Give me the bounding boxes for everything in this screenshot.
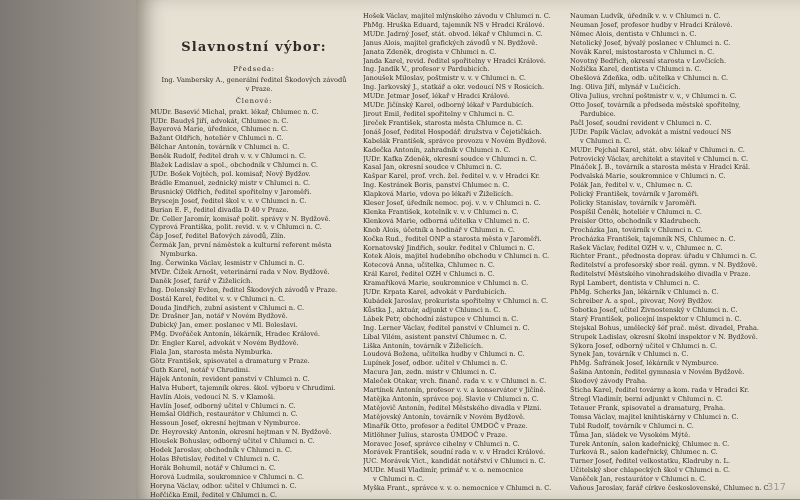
member-entry: Dr. Engler Karel, advokát v Novém Bydžově. xyxy=(150,339,299,348)
committee-title: Slavnostní výbor: xyxy=(181,40,327,55)
member-entry: Janda Karel, revid. ředitel spořitelny v Hradci Králové. xyxy=(363,56,546,65)
member-entry: Hemšal Oldřich, restaurátor v Chlumci n. C. xyxy=(150,410,298,419)
member-entry: Kočka Rud., ředitel ONP a starosta města v Jaroměři. xyxy=(363,234,542,243)
member-entry: Dr. Celler Jaromír, komisař polit. správy v N. Bydžově. xyxy=(150,214,331,223)
member-entry: Kabelák František, správce provozu v Novém Bydžově. xyxy=(363,136,547,145)
member-entry: Ing. Čerwinka Václav, lesmistr v Chlumci n. C. xyxy=(150,259,305,268)
member-entry: MUDr. Jičínský Karel, odborný lékař v Pardubicích. xyxy=(363,101,534,110)
member-entry: Turek Antonín, salon kadeřnický, Chlumec n. C. xyxy=(570,439,730,448)
member-entry: Petrovický Václav, architekt a stavitel v Chlumci n. C. xyxy=(570,154,749,163)
member-entry: Bayerová Marie, úřednice, Chlumec n. C. xyxy=(150,125,288,134)
member-entry: Novák Karel, místostarosta v Chlumci n. C. xyxy=(570,47,715,56)
member-entry: Kubádek Jaroslav, prokurista spořitelny v Chlumci n. C. xyxy=(363,297,549,305)
members-list-1 xyxy=(150,108,358,500)
member-entry: Ředitelství Městského vinohradského divadla v Praze. xyxy=(570,270,751,279)
member-entry: v Chlumci n. C. xyxy=(580,136,631,145)
member-entry: JUDr. Bošek Vojtěch, pol. komisař, Nový Bydžov. xyxy=(150,169,311,178)
member-entry: Pospíšil Čeněk, hoteliér v Chlumci n. C. xyxy=(570,207,702,216)
member-entry: Matějka Antonín, správce poj. Slavie v Chlumci n. C. xyxy=(363,394,539,403)
member-entry: Němec Alois, dentista v Chlumci n. C. xyxy=(570,29,697,38)
member-entry: Matějovský Antonín, továrník v Novém Bydžově. xyxy=(363,412,525,421)
member-entry: Holas Břetislav, ředitel v Chlumci n. C. xyxy=(150,454,280,463)
member-entry: PMg. Dvořáček Antonín, lékárník, Hradec Králové. xyxy=(150,330,320,339)
member-entry: Rypl Lambert, dentista v Chlumci n. C. xyxy=(570,279,700,288)
member-entry: PhMg. Hruška Eduard, tajemník NS v Hradci Králové. xyxy=(363,20,545,29)
member-entry: MUDr. Jetmar Josef, lékař v Hradci Králové. xyxy=(363,92,510,101)
member-entry: Kašpar Karel, prof. vrch. žel. ředitel v. v. v Hradci Kr. xyxy=(363,172,540,181)
member-entry: JUDr. Papík Václav, advokát a místní vedoucí NS xyxy=(570,127,732,136)
member-entry: Guth Karel, notář v Chrudimi. xyxy=(150,365,251,374)
member-entry: Mitlöhner Julius, starosta ÚMDOČ v Praze. xyxy=(363,430,508,439)
members-heading: Členové: xyxy=(235,96,273,105)
member-entry: JUDr. Baudyš Jiří, advokát, Chlumec n. C. xyxy=(150,116,289,125)
member-entry: Hloušek Bohuslav, odborný učitel v Chlumci n. C. xyxy=(150,437,315,446)
member-entry: Knob Alois, účetník a hodinář v Chlumci n. C. xyxy=(363,225,515,234)
member-entry: Procházka František, tajemník NS, Chlumec n. C. xyxy=(570,234,736,243)
member-entry: Polák Jan, ředitel v. v., Chlumec n. C. xyxy=(570,181,693,190)
member-entry: MUDr. Pejchal Karel, stát. obv. lékař v Chlumci n. C. xyxy=(570,145,745,154)
member-entry: Hořčička Emil, ředitel v Chlumci n. C. xyxy=(150,490,277,499)
member-entry: Lábek Petr, obchodní zástupce v Chlumci n. C. xyxy=(363,314,519,323)
member-entry: Neuman Josef, profesor hudby v Hradci Králové. xyxy=(570,20,733,29)
member-entry: Maleček Otakar, vrch. finanč. rada v. v. v Chlumci n. C. xyxy=(363,377,547,386)
member-entry: Ing. Dolenský Evžen, ředitel Škodových závodů v Praze. xyxy=(150,285,338,294)
member-entry: Matějovič Antonín, ředitel Městského divadla v Plzni. xyxy=(363,403,542,412)
member-entry: Horová Ludmila, soukromnice v Chlumci n. C. xyxy=(150,472,305,481)
member-entry: Klenková Marie, odborná učitelka v Chlumci n. C. xyxy=(363,216,530,225)
member-entry: Martínek Antonín, profesor v. v. a konservátor v Jičíně. xyxy=(363,386,546,395)
member-entry: Polický František, továrník v Jaroměři. xyxy=(570,190,699,199)
member-entry: Hessoun Josef, okresní hejtman v Nymburce. xyxy=(150,419,301,428)
member-entry: Bryscejn Josef, ředitel škol v. v. v Chlumci n. C. xyxy=(150,196,307,205)
member-entry: Janata Zdeněk, drogista v Chlumci n. C. xyxy=(363,47,497,56)
member-entry: Dostál Karel, ředitel v. v. v Chlumci n. C. xyxy=(150,294,286,303)
member-entry: Cyprová Františka, polit. revid. v. v. v Chlumci n. C. xyxy=(150,223,322,232)
chairman-heading: Předseda: xyxy=(233,65,275,73)
member-entry: Halva Hubert, tajemník okres. škol. výboru v Chrudimi. xyxy=(150,383,336,392)
member-entry: Plnáček J. B., továrník a starosta města v Hradci Král. xyxy=(570,163,751,172)
member-entry: MVDr. Čížek Arnošt, veterinární rada v Nov. Bydžově. xyxy=(150,267,330,276)
member-entry: Sobotka Josef, učitel Živnostenský v Chlumci n. C. xyxy=(570,305,738,314)
member-entry: Kotecová Anna, učitelka, Chlumec n. C. xyxy=(363,261,495,270)
member-entry: Myška Frant., správce v. v. o. nemocnice v Chlumci n. C. xyxy=(363,484,552,493)
member-entry: Jireček František, starosta města Chlumce n. C. xyxy=(363,118,523,127)
member-entry: Otto Josef, továrník a předseda městské spořitelny, xyxy=(570,101,741,110)
member-entry: Tůma Jan, sládek ve Vysokém Mýtě. xyxy=(570,430,691,439)
member-entry: Ředitelství a profesorský sbor reál. gymn. v N. Bydžově. xyxy=(570,261,758,270)
member-entry: Kasal Jan, okresní soudce v Chlumci n. C. xyxy=(363,163,502,172)
member-entry: Brádle Emanuel, zednický mistr v Chlumci n. C. xyxy=(150,178,311,187)
member-entry: Kotek Alois, majitel hudebního obchodu v Chlumci n. C. xyxy=(363,252,550,261)
member-entry: Starý František, policejní inspektor v Chlumci n. C. xyxy=(570,314,742,323)
member-entry: Fiala Jan, starosta města Nymburka. xyxy=(150,348,273,357)
member-entry: Bažant Oldřich, hoteliér v Chlumci n. C. xyxy=(150,134,284,143)
member-entry: Douda Jindřich, zubní asistent v Chlumci n. C. xyxy=(150,303,305,312)
member-entry: Šticha Karel, ředitel továrny a kom. rada v Hradci Kr. xyxy=(570,386,750,395)
member-entry: Král Karel, ředitel OZH v Chlumci n. C. xyxy=(363,270,495,279)
member-entry: Dr. Drašner Jan, notář v Novém Bydžově. xyxy=(150,312,288,321)
members-list-2 xyxy=(363,12,570,493)
member-entry: Klapková Marie, vdova po lékaři v Žiželicích. xyxy=(363,190,514,199)
member-entry: JUC. Morávek Vict., kandidát notářství v Chlumci n. C. xyxy=(363,457,546,466)
member-entry: Podvalská Marie, soukromnice v Chlumci n. C. xyxy=(570,172,726,181)
member-entry: Janus Alois, majitel grafických závodů v N. Bydžově. xyxy=(363,38,538,47)
member-entry: MUDr. Jadrný Josef, stát. obvod. lékař v Chlumci n. C. xyxy=(363,29,543,38)
member-entry: Kornatovský Jindřich, soukr. ředitel v Chlumci n. C. xyxy=(363,243,535,252)
member-entry: JUDr. Kafka Zdeněk, okresní soudce v Chlumci n. C. xyxy=(363,154,537,163)
member-entry: Moravec Josef, správce cihelny v Chlumci n. C. xyxy=(363,439,520,448)
member-entry: Beněk Rudolf, ředitel drah v. v. v Chlumci n. C. xyxy=(150,152,306,161)
member-entry: Nauman Ludvík, úředník v. v. v Chlumci n. C. xyxy=(570,12,721,20)
member-entry: Stejskal Bohus, umělecký šéf prač. měst. divadel, Praha. xyxy=(570,323,760,332)
member-entry: Schreiber A. a spol., pivovar, Nový Bydžov. xyxy=(570,297,713,305)
member-entry: Vaňous Jaroslav, farář církve československé, Chlumec n. C. xyxy=(570,484,771,493)
member-entry: Götz František, spisovatel a dramaturg v Praze. xyxy=(150,357,310,365)
member-entry: Štregl Vladimír, berní adjunkt v Chlumci n. C. xyxy=(570,394,723,403)
member-entry: Tetauer Frank, spisovatel a dramaturg, Praha. xyxy=(570,403,726,412)
member-entry: JUDr. Krpata Karel, advokát v Pardubicích. xyxy=(363,288,507,297)
member-entry: Liška Antonín, továrník v Žiželicích. xyxy=(363,341,484,350)
member-entry: Klenka František, kotelník v. v. v Chlumci n. C. xyxy=(363,207,519,216)
member-entry: Pačl Josef, soudní revident v Chlumci n. C. xyxy=(570,118,712,127)
member-entry: Daněk Josef, farář v Žiželicích. xyxy=(150,276,253,285)
member-entry: Blažek Ladislav a spol., obchodník v Chlumci n. C. xyxy=(150,161,318,170)
member-entry: Minařík Otto, profesor a ředitel ÚMDOČ v Praze. xyxy=(363,421,528,430)
member-entry: Pardubice. xyxy=(580,109,616,118)
column-1 xyxy=(150,0,358,500)
book-gutter xyxy=(0,0,136,499)
member-entry: Bělchar Antonín, továrník v Chlumci n. C. xyxy=(150,143,290,152)
member-entry: Horyna Václav, odbor. učitel v Chlumci n. C. xyxy=(150,481,297,490)
member-entry: Burian E. F., ředitel divadla D 40 v Praze. xyxy=(150,205,289,214)
member-entry: Hošek Václav, majitel mlýnského závodu v Chlumci n. C. xyxy=(363,12,551,20)
member-entry: PhMg. Šafránek Josef, lékárník v Nymburce. xyxy=(570,359,719,368)
member-entry: Havlín Josef, odborný učitel v Chlumci n. C. xyxy=(150,401,296,410)
chairman-line: Ing. Vambersky A., generální ředitel Škodových závodů xyxy=(161,75,347,84)
member-entry: Horák Bohumil, notář v Chlumci n. C. xyxy=(150,463,276,472)
column-2 xyxy=(363,12,570,493)
member-entry: Loudová Božena, učitelka hudby v Chlumci n. C. xyxy=(363,350,525,359)
member-entry: Preisler Otto, obchodník v Kladrubech. xyxy=(570,216,701,225)
member-entry: Ing. Oliva Jiří, mlynář v Lučicích. xyxy=(570,83,681,92)
member-entry: Líbal Vilém, asistent panství Chlumec n. C. xyxy=(363,332,507,341)
member-entry: Sýkora Josef, odborný učitel v Chlumci n. C. xyxy=(570,341,718,350)
member-entry: Novotný Bedřich, okresní starosta v Lovčicích. xyxy=(570,56,727,65)
member-entry: Ing. Jandík V., profesor v Pardubicích. xyxy=(363,65,490,74)
member-entry: Ing. Kestránek Boris, panství Chlumec n. C. xyxy=(363,181,510,190)
member-entry: Morávek František, soudní rada v. v. v Hradci Králové. xyxy=(363,448,546,457)
member-entry: Kleser Josef, úředník nemoc. poj. v. v. v Chlumci n. C. xyxy=(363,199,541,208)
member-entry: Čáp Josef, ředitel Baťových závodů, Zlín. xyxy=(150,232,286,241)
member-entry: Strupek Ladislav, okresní školní inspektor v N. Bydžově. xyxy=(570,332,758,341)
member-entry: Policky Stanislav, továrník v Jaroměři. xyxy=(570,199,697,208)
member-entry: MUDr. Musil Vladimír, primář v. v. o. nemocnice xyxy=(363,466,524,475)
member-entry: Nymburka. xyxy=(160,250,198,259)
member-entry: PhMg. Scherks Jan, lékárník v Chlumci n. C. xyxy=(570,288,719,297)
member-entry: Vaněček Jan, restaurátor v Chlumci n. C. xyxy=(570,475,707,484)
member-entry: v Chlumci n. C. xyxy=(373,475,424,484)
member-entry: Netolický Josef, bývalý poslanec v Chlumci n. C. xyxy=(570,38,731,47)
member-entry: Turková R., salon kadeřnický, Chlumec n. C. xyxy=(570,448,718,457)
member-entry: Macura Jan, zedn. mistr v Chlumci n. C. xyxy=(363,368,497,377)
member-entry: Nožička Karel, dentista v Chlumci n. C. xyxy=(570,65,702,74)
member-entry: Jirout Emil, ředitel spořitelny v Chlumci n. C. xyxy=(363,109,515,118)
member-entry: Rašek Václav, ředitel OZH v. v., Chlumec n. C. xyxy=(570,243,723,252)
member-entry: Synek Jan, továrník v Chlumci n. C. xyxy=(570,350,689,359)
member-entry: Kadečka Antonín, zahradník v Chlumci n. C. xyxy=(363,145,511,154)
member-entry: MUDr. Basević Michal, prakt. lékař, Chlumec n. C. xyxy=(150,107,319,116)
member-entry: Procházka Jan, továrník v Chlumci n. C. xyxy=(570,225,703,234)
column-3 xyxy=(570,12,785,493)
member-entry: Jonáš Josef, ředitel Hospodář. družstva v Čejetičkách. xyxy=(363,127,542,136)
member-entry: Hájek Antonín, revident panství v Chlumci n. C. xyxy=(150,374,310,383)
member-entry: Kramaříková Marie, soukromnice v Chlumci n. C. xyxy=(363,279,529,288)
member-entry: Ing. Lerner Václav, ředitel panství v Chlumci n. C. xyxy=(363,323,530,332)
member-entry: Tomsa Václav, majitel knihtiskárny v Chlumci n. C. xyxy=(570,412,739,421)
member-entry: Turner Josef, ředitel velkostatku, Kladruby n. L. xyxy=(570,457,730,466)
members-list-3 xyxy=(570,12,785,493)
member-entry: Kůstka J., aktuár, adjunkt v Chlumci n. C. xyxy=(363,305,501,314)
chairman-entry xyxy=(150,76,358,94)
chairman-line: v Praze. xyxy=(245,84,273,93)
member-entry: Richter Frant., přednosta doprav. úřadu v Chlumci n. C. xyxy=(570,252,757,261)
member-entry: Čermák Jan, první náměstek a kulturní referent města xyxy=(150,241,332,250)
page-number: 317 xyxy=(766,482,786,493)
member-entry: Dr. Heyrovský Antonín, okresní hejtman v N. Bydžově. xyxy=(150,428,332,437)
member-entry: Brusnický Oldřich, ředitel spořitelny v Jaroměři. xyxy=(150,187,312,196)
member-entry: Janoušek Miloslav, poštmistr v. v. v Chlumci n. C. xyxy=(363,74,527,83)
member-entry: Škodový závody Praha. xyxy=(570,377,648,386)
member-entry: Učitelský sbor chlapeckých škol v Chlumci n. C. xyxy=(570,466,731,475)
member-entry: Dubický Jan, emer. poslanec v Ml. Boleslavi. xyxy=(150,321,298,330)
member-entry: Lupínek Josef, odbor. učitel v Chlumci n. C. xyxy=(363,359,508,368)
member-entry: Ing. Jarkovský J., statkář a okr. vedoucí NS v Rosicích. xyxy=(363,83,545,92)
member-entry: Oliva Julius, vrchní poštmistr v. v., v Chlumci n. C. xyxy=(570,92,737,101)
member-entry: Hodek Jaroslav, obchodník v Chlumci n. C. xyxy=(150,446,292,455)
member-entry: Tubl Rudolf, továrník v Chlumci n. C. xyxy=(570,421,694,430)
member-entry: Obešlová Zdeňka, odb. učitelka v Chlumci n. C. xyxy=(570,74,729,83)
member-entry: Havlín Alois, vedoucí N. S. v Klamoši. xyxy=(150,392,276,401)
member-entry: Šašina Antonín, ředitel gymnasia v Novém Bydžově. xyxy=(570,368,745,377)
